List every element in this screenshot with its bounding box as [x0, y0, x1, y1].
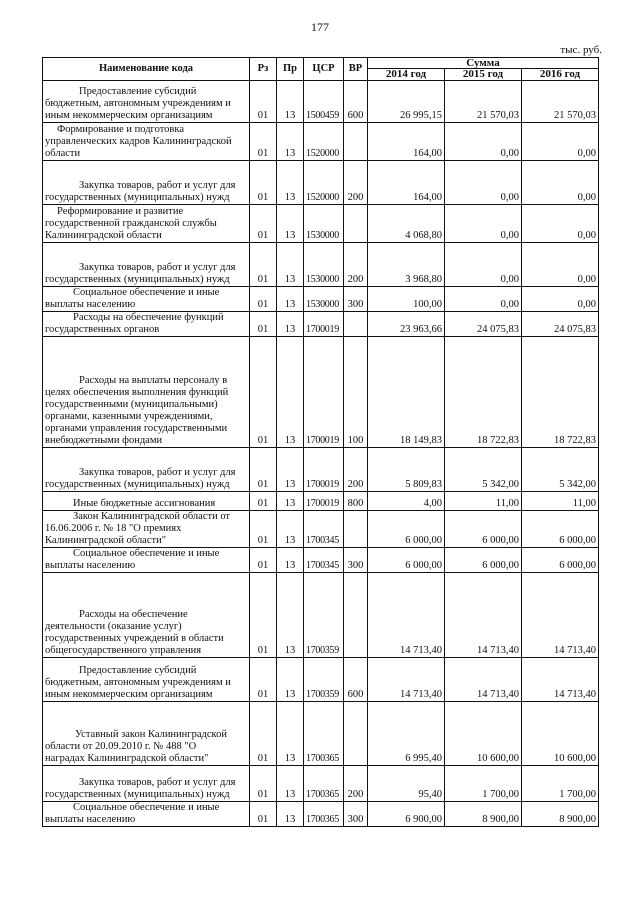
cell-pr: 13	[277, 337, 304, 448]
row-name	[43, 511, 250, 548]
cell-vr	[344, 702, 368, 766]
cell-rz: 01	[250, 448, 277, 492]
cell-rz: 01	[250, 802, 277, 827]
cell-y2014: 18 149,83	[368, 337, 445, 448]
cell-y2016: 11,00	[522, 492, 599, 511]
cell-pr: 13	[277, 766, 304, 802]
cell-pr: 13	[277, 573, 304, 658]
cell-pr: 13	[277, 312, 304, 337]
cell-pr: 13	[277, 287, 304, 312]
cell-y2014: 6 900,00	[368, 802, 445, 827]
cell-vr: 200	[344, 243, 368, 287]
row-name	[43, 573, 250, 658]
cell-y2014: 164,00	[368, 123, 445, 161]
cell-pr: 13	[277, 448, 304, 492]
cell-csr: 1700019	[304, 312, 344, 337]
row-name-line: бюджетным, автономным учреждениям и	[45, 677, 231, 688]
cell-csr: 1700359	[304, 658, 344, 702]
cell-y2015: 5 342,00	[445, 448, 522, 492]
cell-rz: 01	[250, 312, 277, 337]
cell-y2016: 5 342,00	[522, 448, 599, 492]
table-row	[43, 243, 599, 287]
row-name	[43, 287, 250, 312]
cell-csr: 1500459	[304, 81, 344, 123]
row-name-line: государственной гражданской службы	[45, 218, 217, 229]
header-sum: Сумма	[368, 58, 599, 69]
cell-y2015: 6 000,00	[445, 548, 522, 573]
row-name-line: Закупка товаров, работ и услуг для	[79, 262, 236, 273]
row-name-line: области от 20.09.2010 г. № 488 "О	[45, 741, 197, 752]
cell-y2015: 6 000,00	[445, 511, 522, 548]
header-vr: ВР	[344, 58, 368, 81]
cell-vr: 100	[344, 337, 368, 448]
row-name-line: иным некоммерческим организациям	[45, 689, 213, 700]
cell-y2015: 8 900,00	[445, 802, 522, 827]
cell-rz: 01	[250, 337, 277, 448]
cell-pr: 13	[277, 658, 304, 702]
table-row	[43, 766, 599, 802]
cell-y2015: 21 570,03	[445, 81, 522, 123]
cell-csr: 1700365	[304, 766, 344, 802]
cell-y2015: 24 075,83	[445, 312, 522, 337]
header-2015: 2015 год	[445, 69, 522, 81]
row-name-line: Расходы на выплаты персоналу в	[79, 375, 228, 386]
cell-csr: 1520000	[304, 123, 344, 161]
cell-rz: 01	[250, 492, 277, 511]
row-name-line: общегосударственного управления	[45, 645, 202, 656]
cell-y2016: 21 570,03	[522, 81, 599, 123]
cell-y2016: 10 600,00	[522, 702, 599, 766]
header-rz: Рз	[250, 58, 277, 81]
cell-rz: 01	[250, 81, 277, 123]
cell-pr: 13	[277, 161, 304, 205]
row-name-line: выплаты населению	[45, 814, 136, 825]
row-name-line: Закупка товаров, работ и услуг для	[79, 777, 236, 788]
row-name-line: Расходы на обеспечение	[79, 609, 188, 620]
cell-y2016: 6 000,00	[522, 548, 599, 573]
cell-y2016: 0,00	[522, 287, 599, 312]
cell-csr: 1530000	[304, 287, 344, 312]
row-name-line: управленческих кадров Калининградской	[45, 136, 232, 147]
cell-y2015: 18 722,83	[445, 337, 522, 448]
table-row	[43, 337, 599, 448]
row-name-line: Закупка товаров, работ и услуг для	[79, 180, 236, 191]
cell-vr: 300	[344, 802, 368, 827]
header-csr: ЦСР	[304, 58, 344, 81]
cell-vr	[344, 573, 368, 658]
row-name	[43, 448, 250, 492]
row-name-line: деятельности (оказание услуг)	[45, 621, 182, 632]
cell-pr: 13	[277, 123, 304, 161]
table-row	[43, 548, 599, 573]
row-name	[43, 312, 250, 337]
row-name	[43, 802, 250, 827]
cell-rz: 01	[250, 658, 277, 702]
cell-pr: 13	[277, 81, 304, 123]
row-name-line: органами, казенными учреждениями,	[45, 411, 213, 422]
cell-y2014: 14 713,40	[368, 573, 445, 658]
cell-csr: 1530000	[304, 205, 344, 243]
cell-vr	[344, 123, 368, 161]
row-name-line: Предоставление субсидий	[79, 86, 197, 97]
row-name-line: Предоставление субсидий	[79, 665, 197, 676]
cell-csr: 1700019	[304, 448, 344, 492]
cell-csr: 1700019	[304, 337, 344, 448]
row-name	[43, 205, 250, 243]
row-name-line: Реформирование и развитие	[57, 206, 184, 217]
cell-rz: 01	[250, 243, 277, 287]
table-row	[43, 161, 599, 205]
cell-y2014: 6 000,00	[368, 511, 445, 548]
cell-y2014: 95,40	[368, 766, 445, 802]
row-name-line: государственными (муниципальными)	[45, 399, 218, 410]
table-row	[43, 287, 599, 312]
row-name-line: Калининградской области	[45, 230, 162, 241]
cell-vr: 200	[344, 448, 368, 492]
cell-pr: 13	[277, 205, 304, 243]
table-row	[43, 312, 599, 337]
cell-pr: 13	[277, 802, 304, 827]
cell-y2016: 14 713,40	[522, 573, 599, 658]
table-row	[43, 802, 599, 827]
cell-y2014: 23 963,66	[368, 312, 445, 337]
header-name: Наименование кода	[43, 58, 250, 81]
cell-pr: 13	[277, 243, 304, 287]
row-name-line: Формирование и подготовка	[57, 124, 184, 135]
cell-y2015: 0,00	[445, 123, 522, 161]
cell-csr: 1700345	[304, 548, 344, 573]
cell-vr	[344, 205, 368, 243]
page-number: 177	[311, 20, 329, 34]
row-name-line: государственных (муниципальных) нужд	[45, 192, 230, 203]
cell-y2014: 164,00	[368, 161, 445, 205]
row-name-line: Уставный закон Калининградской	[75, 729, 227, 740]
row-name-line: Калининградской области"	[45, 535, 167, 546]
row-name	[43, 492, 250, 511]
row-name	[43, 123, 250, 161]
cell-y2016: 1 700,00	[522, 766, 599, 802]
cell-y2016: 0,00	[522, 123, 599, 161]
cell-vr: 200	[344, 161, 368, 205]
cell-csr: 1700019	[304, 492, 344, 511]
cell-rz: 01	[250, 205, 277, 243]
cell-y2014: 14 713,40	[368, 658, 445, 702]
cell-rz: 01	[250, 702, 277, 766]
row-name-line: государственных органов	[45, 324, 160, 335]
row-name-line: выплаты населению	[45, 299, 136, 310]
row-name-line: Закупка товаров, работ и услуг для	[79, 467, 236, 478]
table-row	[43, 702, 599, 766]
row-name-line: Расходы на обеспечение функций	[73, 312, 224, 323]
cell-y2016: 0,00	[522, 243, 599, 287]
row-name-line: бюджетным, автономным учреждениям и	[45, 98, 231, 109]
cell-rz: 01	[250, 123, 277, 161]
cell-vr	[344, 312, 368, 337]
row-name-line: внебюджетными фондами	[45, 435, 163, 446]
cell-csr: 1700359	[304, 573, 344, 658]
cell-csr: 1700345	[304, 511, 344, 548]
row-name-line: органами управления государственными	[45, 423, 228, 434]
row-name	[43, 161, 250, 205]
cell-y2015: 0,00	[445, 205, 522, 243]
row-name-line: 16.06.2006 г. № 18 "О премиях	[45, 523, 182, 534]
cell-pr: 13	[277, 511, 304, 548]
row-name-line: Иные бюджетные ассигнования	[73, 498, 216, 509]
cell-y2015: 14 713,40	[445, 658, 522, 702]
cell-y2015: 0,00	[445, 287, 522, 312]
cell-y2016: 18 722,83	[522, 337, 599, 448]
table-row	[43, 448, 599, 492]
row-name-line: целях обеспечения выполнения функций	[45, 387, 229, 398]
cell-y2014: 100,00	[368, 287, 445, 312]
cell-csr: 1700365	[304, 802, 344, 827]
cell-y2016: 0,00	[522, 161, 599, 205]
row-name-line: области	[45, 148, 81, 159]
cell-y2014: 3 968,80	[368, 243, 445, 287]
cell-rz: 01	[250, 573, 277, 658]
row-name-line: Социальное обеспечение и иные	[73, 548, 220, 559]
header-2014: 2014 год	[368, 69, 445, 81]
cell-vr: 600	[344, 81, 368, 123]
cell-rz: 01	[250, 511, 277, 548]
table-row	[43, 573, 599, 658]
cell-vr: 200	[344, 766, 368, 802]
cell-y2015: 0,00	[445, 161, 522, 205]
row-name-line: Закон Калининградской области от	[73, 511, 231, 522]
cell-csr: 1520000	[304, 161, 344, 205]
cell-rz: 01	[250, 161, 277, 205]
row-name-line: Социальное обеспечение и иные	[73, 802, 220, 813]
cell-y2015: 0,00	[445, 243, 522, 287]
row-name	[43, 548, 250, 573]
cell-y2014: 4,00	[368, 492, 445, 511]
table-body	[43, 81, 599, 827]
cell-vr: 600	[344, 658, 368, 702]
cell-y2014: 6 000,00	[368, 548, 445, 573]
cell-pr: 13	[277, 492, 304, 511]
row-name	[43, 243, 250, 287]
table-row	[43, 492, 599, 511]
cell-y2015: 11,00	[445, 492, 522, 511]
row-name-line: Социальное обеспечение и иные	[73, 287, 220, 298]
row-name-line: выплаты населению	[45, 560, 136, 571]
cell-y2016: 8 900,00	[522, 802, 599, 827]
row-name	[43, 337, 250, 448]
cell-y2016: 24 075,83	[522, 312, 599, 337]
cell-y2014: 5 809,83	[368, 448, 445, 492]
cell-csr: 1700365	[304, 702, 344, 766]
cell-csr: 1530000	[304, 243, 344, 287]
cell-y2014: 6 995,40	[368, 702, 445, 766]
row-name	[43, 658, 250, 702]
table-row	[43, 123, 599, 161]
cell-y2014: 4 068,80	[368, 205, 445, 243]
budget-table	[42, 57, 599, 827]
units-label: тыс. руб.	[560, 44, 602, 56]
row-name-line: государственных (муниципальных) нужд	[45, 789, 230, 800]
cell-y2015: 10 600,00	[445, 702, 522, 766]
row-name	[43, 702, 250, 766]
cell-y2016: 14 713,40	[522, 658, 599, 702]
cell-pr: 13	[277, 702, 304, 766]
table-row	[43, 511, 599, 548]
row-name-line: государственных (муниципальных) нужд	[45, 274, 230, 285]
row-name-line: государственных учреждений в области	[45, 633, 224, 644]
cell-y2015: 1 700,00	[445, 766, 522, 802]
cell-y2015: 14 713,40	[445, 573, 522, 658]
cell-vr	[344, 511, 368, 548]
cell-y2014: 26 995,15	[368, 81, 445, 123]
row-name-line: наградах Калининградской области"	[45, 753, 209, 764]
cell-vr: 800	[344, 492, 368, 511]
cell-y2016: 6 000,00	[522, 511, 599, 548]
row-name	[43, 81, 250, 123]
table-row	[43, 658, 599, 702]
cell-y2016: 0,00	[522, 205, 599, 243]
cell-rz: 01	[250, 287, 277, 312]
table-row	[43, 205, 599, 243]
cell-vr: 300	[344, 548, 368, 573]
row-name-line: государственных (муниципальных) нужд	[45, 479, 230, 490]
header-pr: Пр	[277, 58, 304, 81]
header-2016: 2016 год	[522, 69, 599, 81]
cell-rz: 01	[250, 548, 277, 573]
row-name	[43, 766, 250, 802]
cell-rz: 01	[250, 766, 277, 802]
cell-pr: 13	[277, 548, 304, 573]
cell-vr: 300	[344, 287, 368, 312]
row-name-line: иным некоммерческим организациям	[45, 110, 213, 121]
table-row	[43, 81, 599, 123]
